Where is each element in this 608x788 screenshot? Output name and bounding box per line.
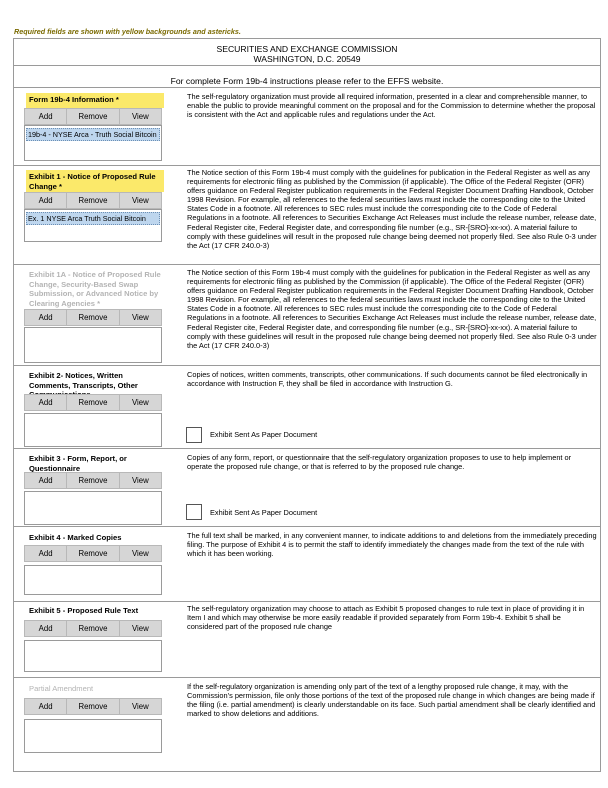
exhibit-2-paper-label: Exhibit Sent As Paper Document <box>210 430 318 439</box>
exhibit-2-description: Copies of notices, written comments, transcripts, other communications. If such documents cannot be filed electronically in accordance with Instruction F, they shall be filed in accordance with Instruction G. <box>187 370 588 389</box>
exhibit-2-add-button[interactable]: Add <box>25 395 67 410</box>
exhibit-4-description: The full text shall be marked, in any convenient manner, to indicate additions to and deletions from the immediately preceding filing. The purpose of Exhibit 4 is to permit the staff to identify immediately the changes made from the text of the rule with which it has been working. <box>187 531 597 559</box>
exhibit-1-add-button[interactable]: Add <box>25 193 67 208</box>
exhibit-1-view-button[interactable]: View <box>132 196 149 205</box>
exhibit-1a-button-bar <box>24 309 162 326</box>
exhibit-2-file-list[interactable] <box>24 413 162 447</box>
exhibit-2-view-button[interactable]: View <box>132 398 149 407</box>
exhibit-4-add-button[interactable]: Add <box>25 546 67 561</box>
header-commission: SECURITIES AND EXCHANGE COMMISSION <box>216 44 398 54</box>
row-divider <box>14 601 600 602</box>
form-info-button-bar <box>24 108 162 125</box>
exhibit-1a-add-button[interactable]: Add <box>25 310 67 325</box>
exhibit-2-button-bar <box>24 394 162 411</box>
exhibit-2-remove-button[interactable]: Remove <box>67 395 120 410</box>
form-frame <box>13 38 601 772</box>
form-info-add-button[interactable]: Add <box>25 109 67 124</box>
form-info-label: Form 19b-4 Information * <box>26 93 164 108</box>
row-divider <box>14 264 600 265</box>
exhibit-2-paper-checkbox[interactable] <box>186 427 202 443</box>
exhibit-1-description: The Notice section of this Form 19b-4 must comply with the guidelines for publication in the Federal Register as well as any requirements for electronic filing as published by the Commission (if applicable). The Office of the Federal Register (OFR) offers guidance on Federal Register publication requirements in the Federal Register Document Drafting Handbook, October 1998 Revision. For example, all references to the federal securities laws must include the corresponding cite to the United States Code in a footnote. All references to SEC rules must include the corresponding cite to the Code of Federal Regulations in a footnote. All references to Securities Exchange Act Releases must include the release number, release date, Federal Register cite, Federal Register date, and corresponding file number (e.g., SR-[SRO]-xx-xx). A material failure to comply with these guidelines will result in the proposed rule change being deemed not properly filed. See also Rule 0-3 under the Act (17 CFR 240.0-3) <box>187 168 597 250</box>
exhibit-4-file-list[interactable] <box>24 565 162 595</box>
exhibit-5-remove-button[interactable]: Remove <box>67 621 120 636</box>
exhibit-1a-file-list[interactable] <box>24 327 162 363</box>
exhibit-1a-remove-button[interactable]: Remove <box>67 310 120 325</box>
row-divider <box>14 448 600 449</box>
form-info-file-list[interactable] <box>24 125 162 161</box>
exhibit-1-label: Exhibit 1 - Notice of Proposed Rule Change * <box>26 170 164 192</box>
exhibit-3-add-button[interactable]: Add <box>25 473 67 488</box>
exhibit-1a-description: The Notice section of this Form 19b-4 must comply with the guidelines for publication in the Federal Register as well as any requirements for electronic filing as published by the Commission (if applicable). The Office of the Federal Register (OFR) offers guidance on Federal Register publication requirements in the Federal Register Document Drafting Handbook, October 1998 Revision. For example, all references to the federal securities laws must include the corresponding cite to the United States Code in a footnote. All references to SEC rules must include the corresponding cite to the Code of Federal Regulations in a footnote. All references to Securities Exchange Act Releases must include the release number, release date, Federal Register cite, Federal Register date, and corresponding file number (e.g., SR-[SRO]-xx-xx). A material failure to comply with these guidelines will result in the proposed rule change being deemed not properly filed. See also Rule 0-3 under the Act (17 CFR 240.0-3) <box>187 268 597 350</box>
partial-amendment-label: Partial Amendment <box>29 684 94 693</box>
exhibit-4-remove-button[interactable]: Remove <box>67 546 120 561</box>
row-divider <box>14 526 600 527</box>
exhibit-3-button-bar <box>24 472 162 489</box>
exhibit-2-label: Exhibit 2- Notices, Written Comments, Transcripts, Other <box>29 371 138 390</box>
row-divider <box>14 165 600 166</box>
exhibit-1-file-list[interactable] <box>24 209 162 242</box>
exhibit-1a-view-button[interactable]: View <box>132 313 149 322</box>
exhibit-1-button-bar <box>24 192 162 209</box>
form-info-view-button[interactable]: View <box>132 112 149 121</box>
exhibit-3-paper-checkbox[interactable] <box>186 504 202 520</box>
exhibit-3-file-list[interactable] <box>24 491 162 525</box>
exhibit-3-paper-label: Exhibit Sent As Paper Document <box>210 508 318 517</box>
header-divider <box>14 65 600 66</box>
form-info-selected-file[interactable]: 19b-4 - NYSE Arca - Truth Social Bitcoin <box>26 128 160 141</box>
exhibit-5-add-button[interactable]: Add <box>25 621 67 636</box>
exhibit-3-description: Copies of any form, report, or questionnaire that the self-regulatory organization proposes to use to help implement or operate the proposed rule change, or that is referred to by the proposed rule change. <box>187 453 572 472</box>
exhibit-5-view-button[interactable]: View <box>132 624 149 633</box>
partial-amendment-add-button[interactable]: Add <box>25 699 67 714</box>
header-instructions: For complete Form 19b-4 instructions please refer to the EFFS website. <box>170 76 444 86</box>
exhibit-3-view-button[interactable]: View <box>132 476 149 485</box>
row-divider <box>14 365 600 366</box>
exhibit-1-selected-file[interactable]: Ex. 1 NYSE Arca Truth Social Bitcoin <box>26 212 160 225</box>
exhibit-3-remove-button[interactable]: Remove <box>67 473 120 488</box>
exhibit-4-view-button[interactable]: View <box>132 549 149 558</box>
header-location: WASHINGTON, D.C. 20549 <box>253 54 361 64</box>
form-info-description: The self-regulatory organization must provide all required information, presented in a clear and comprehensible manner, to enable the public to provide meaningful comment on the proposal and for the Commission to determine whether the proposal is consistent with the Act and applicable rules and regulations under the Act. <box>187 92 596 120</box>
exhibit-1a-label: Exhibit 1A - Notice of Proposed Rule Change, Security-Based Swap Submission, or Advanced Notice by Clearing Agencies * <box>29 270 161 308</box>
exhibit-5-label: Exhibit 5 - Proposed Rule Text <box>29 606 139 615</box>
exhibit-1-remove-button[interactable]: Remove <box>67 193 120 208</box>
exhibit-3-label: Exhibit 3 - Form, Report, or Questionnaire <box>29 454 127 473</box>
exhibit-4-button-bar <box>24 545 162 562</box>
partial-amendment-description: If the self-regulatory organization is amending only part of the text of a lengthy proposed rule change, it may, with the Commission's permission, file only those portions of the text of the proposed rule change in which changes are being made if the filing (i.e. partial amendment) is clearly understandable on its face. Such partial amendment shall be clearly identified and marked to show deletions and additions. <box>187 682 596 719</box>
row-divider <box>14 87 600 88</box>
exhibit-4-label: Exhibit 4 - Marked Copies <box>29 533 122 542</box>
form-info-remove-button[interactable]: Remove <box>67 109 120 124</box>
partial-amendment-view-button[interactable]: View <box>132 702 149 711</box>
exhibit-5-button-bar <box>24 620 162 637</box>
partial-amendment-file-list[interactable] <box>24 719 162 753</box>
partial-amendment-remove-button[interactable]: Remove <box>67 699 120 714</box>
exhibit-5-description: The self-regulatory organization may choose to attach as Exhibit 5 proposed changes to rule text in place of providing it in Item I and which may otherwise be more easily readable if provided separately from Form 19b-4. Exhibit 5 shall be considered part of the proposed rule change <box>187 604 585 632</box>
required-fields-notice: Required fields are shown with yellow backgrounds and astericks. <box>14 27 241 36</box>
partial-amendment-button-bar <box>24 698 162 715</box>
row-divider <box>14 677 600 678</box>
exhibit-5-file-list[interactable] <box>24 640 162 672</box>
